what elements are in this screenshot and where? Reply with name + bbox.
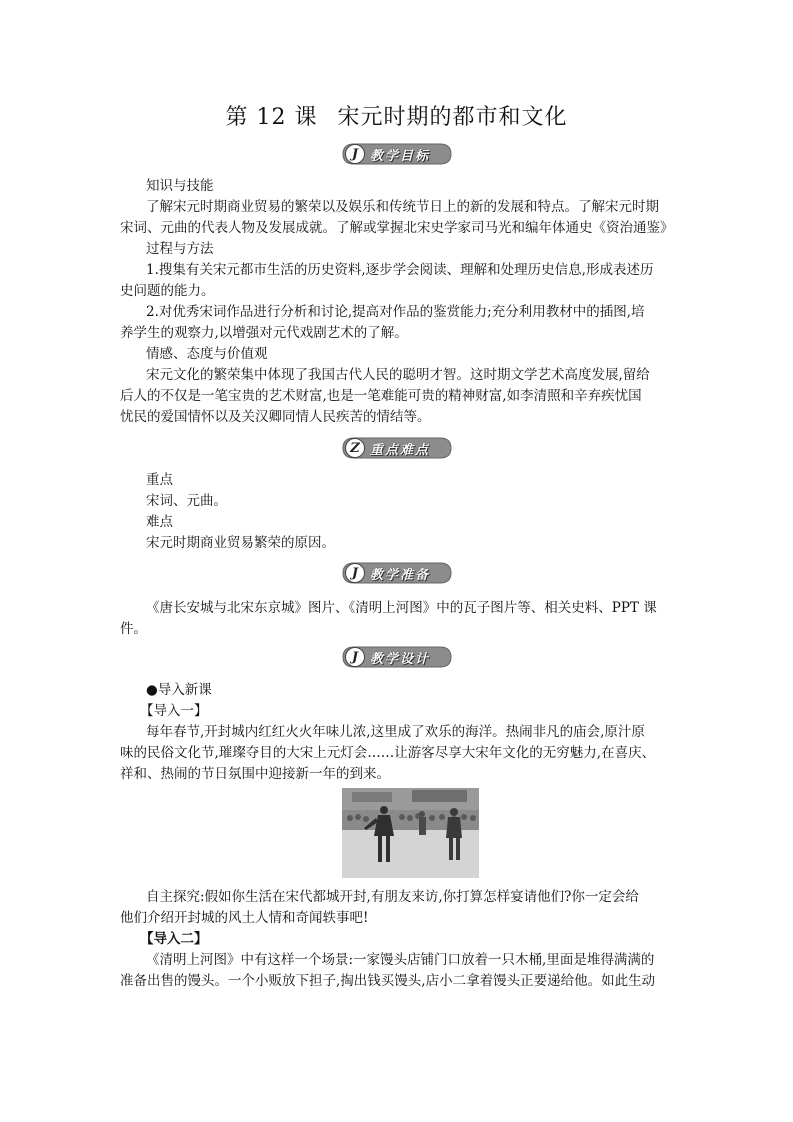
text-line: 《唐长安城与北宋东京城》图片、《清明上河图》中的瓦子图片等、相关史料、PPT 课 bbox=[146, 600, 657, 616]
heading-key: 重点 bbox=[146, 472, 173, 488]
text-line: 宋元时期商业贸易繁荣的原因。 bbox=[146, 535, 335, 551]
text-line: 后人的不仅是一笔宝贵的艺术财富,也是一笔难能可贵的精神财富,如李清照和辛弃疾忧国 bbox=[120, 388, 642, 404]
heading-lead-two: 【导入二】 bbox=[140, 931, 208, 947]
banner-label: 重点难点 bbox=[370, 443, 431, 458]
text-line: 史问题的能力。 bbox=[120, 283, 215, 299]
text-line: 宋词、元曲的代表人物及发展成就。了解或掌握北宋史学家司马光和编年体通史《资治通鉴》 bbox=[120, 220, 674, 236]
text-line: 他们介绍开封城的风土人情和奇闻轶事吧! bbox=[120, 910, 369, 926]
heading-lead-one: 【导入一】 bbox=[140, 703, 208, 719]
banner-letter-icon: Z bbox=[345, 438, 365, 458]
text-line: 每年春节,开封城内红红火火年味儿浓,这里成了欢乐的海洋。热闹非凡的庙会,原汁原 bbox=[146, 724, 645, 740]
text-line: 宋词、元曲。 bbox=[146, 493, 227, 509]
section-banner-keypoints bbox=[342, 437, 452, 459]
banner-letter-icon: J bbox=[345, 647, 365, 667]
text-line: 自主探究:假如你生活在宋代都城开封,有朋友来访,你打算怎样宴请他们?你一定会给 bbox=[146, 889, 639, 905]
text-line: 忧民的爱国情怀以及关汉卿同情人民疾苦的情结等。 bbox=[120, 409, 431, 425]
text-line: 准备出售的馒头。一个小贩放下担子,掏出钱买馒头,店小二拿着馒头正要递给他。如此生动 bbox=[120, 973, 656, 989]
heading-difficulty: 难点 bbox=[146, 514, 173, 530]
banner-label: 教学设计 bbox=[370, 652, 431, 667]
text-line: 祥和、热闹的节日氛围中迎接新一年的到来。 bbox=[120, 766, 390, 782]
text-line: 味的民俗文化节,璀璨夺目的大宋上元灯会……让游客尽享大宋年文化的无穷魅力,在喜庆、 bbox=[120, 745, 656, 761]
heading-intro: ●导入新课 bbox=[146, 682, 212, 698]
lesson-number: 第 12 课 bbox=[225, 105, 318, 130]
banner-letter-icon: J bbox=[345, 144, 365, 164]
text-line: 了解宋元时期商业贸易的繁荣以及娱乐和传统节日上的新的发展和特点。了解宋元时期 bbox=[146, 199, 659, 215]
section-banner-objectives bbox=[342, 143, 452, 165]
text-line: 1.搜集有关宋元都市生活的历史资料,逐步学会阅读、理解和处理历史信息,形成表述历 bbox=[146, 262, 654, 278]
heading-process: 过程与方法 bbox=[146, 241, 214, 257]
banner-label: 教学目标 bbox=[370, 149, 431, 164]
banner-letter-icon: J bbox=[345, 563, 365, 583]
lesson-name: 宋元时期的都市和文化 bbox=[337, 105, 568, 130]
section-banner-design bbox=[342, 646, 452, 668]
festival-photo bbox=[342, 788, 479, 878]
text-line: 宋元文化的繁荣集中体现了我国古代人民的聪明才智。这时期文学艺术高度发展,留给 bbox=[146, 367, 650, 383]
page-title bbox=[0, 100, 793, 131]
banner-label: 教学准备 bbox=[370, 568, 431, 583]
text-line: 2.对优秀宋词作品进行分析和讨论,提高对作品的鉴赏能力;充分利用教材中的插图,培 bbox=[146, 304, 645, 320]
heading-knowledge: 知识与技能 bbox=[146, 178, 214, 194]
section-banner-preparation bbox=[342, 562, 452, 584]
heading-values: 情感、态度与价值观 bbox=[146, 346, 268, 362]
text-line: 件。 bbox=[120, 621, 147, 637]
text-line: 养学生的观察力,以增强对元代戏剧艺术的了解。 bbox=[120, 325, 408, 341]
text-line: 《清明上河图》中有这样一个场景:一家馒头店铺门口放着一只木桶,里面是堆得满满的 bbox=[146, 952, 655, 968]
